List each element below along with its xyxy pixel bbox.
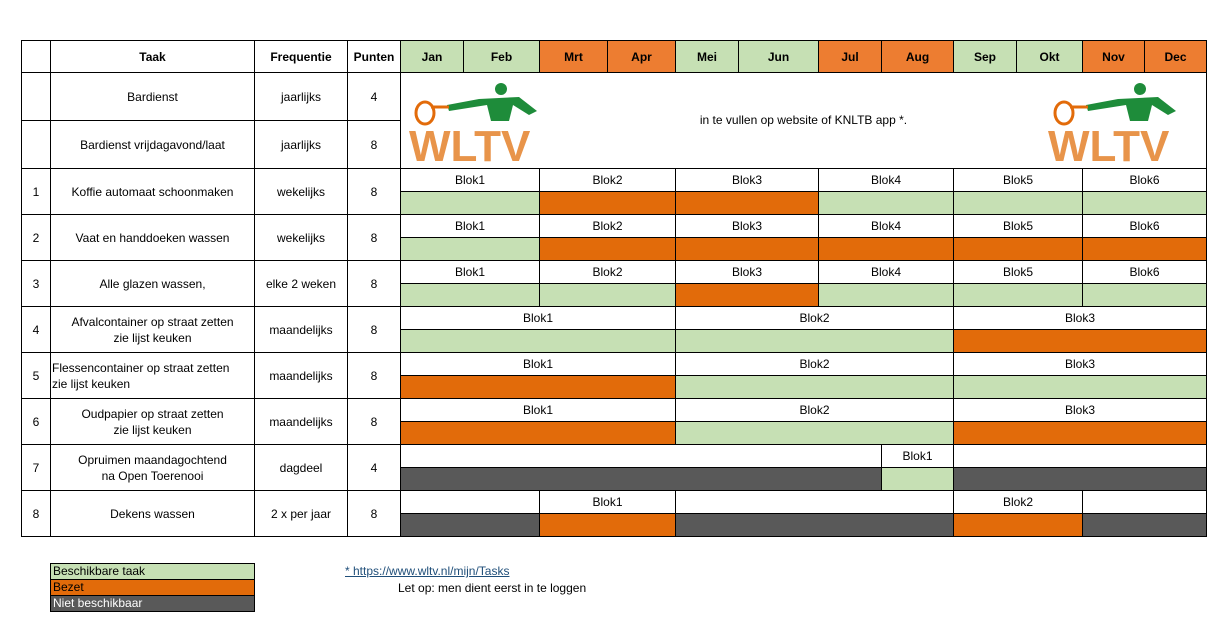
task-line1: Oudpapier op straat zetten	[81, 406, 224, 421]
block-label: Blok5	[954, 261, 1083, 284]
task-name: Dekens wassen	[51, 491, 255, 537]
block-status-taken	[954, 330, 1207, 353]
task-num: 3	[22, 261, 51, 307]
block-status-available[interactable]	[676, 376, 954, 399]
block-label: Blok1	[540, 491, 676, 514]
block-label: Blok3	[676, 215, 819, 238]
task-name: Vaat en handdoeken wassen	[51, 215, 255, 261]
month-mrt: Mrt	[540, 41, 608, 73]
block-label: Blok1	[401, 169, 540, 192]
task-line1: Opruimen maandagochtend	[78, 452, 227, 467]
month-jul: Jul	[819, 41, 882, 73]
block-status-taken	[401, 376, 676, 399]
block-label: Blok3	[954, 307, 1207, 330]
block-status-taken	[676, 238, 819, 261]
bardienst-frequency: jaarlijks	[255, 73, 348, 121]
block-label: Blok2	[540, 169, 676, 192]
month-apr: Apr	[608, 41, 676, 73]
task-points: 8	[348, 169, 401, 215]
block-status-taken	[540, 238, 676, 261]
task-num: 6	[22, 399, 51, 445]
task-line2: zie lijst keuken	[113, 422, 192, 437]
block-label: Blok3	[954, 353, 1207, 376]
block-label	[401, 491, 540, 514]
block-status-available[interactable]	[676, 330, 954, 353]
task-num: 7	[22, 445, 51, 491]
block-status-available[interactable]	[819, 284, 954, 307]
task-num: 1	[22, 169, 51, 215]
task-frequency: elke 2 weken	[255, 261, 348, 307]
block-status-unavailable	[401, 468, 882, 491]
block-label	[954, 445, 1207, 468]
task-6-label-row	[22, 399, 1207, 422]
task-points: 4	[348, 445, 401, 491]
task-frequency: dagdeel	[255, 445, 348, 491]
block-status-available[interactable]	[882, 468, 954, 491]
block-status-available[interactable]	[1083, 284, 1207, 307]
block-status-taken	[540, 192, 676, 215]
block-status-available[interactable]	[819, 192, 954, 215]
task-line2: zie lijst keuken	[52, 376, 131, 391]
block-label: Blok2	[676, 307, 954, 330]
task-frequency: maandelijks	[255, 353, 348, 399]
task-name: Alle glazen wassen,	[51, 261, 255, 307]
task-name	[51, 399, 255, 445]
block-label: Blok5	[954, 215, 1083, 238]
block-status-available[interactable]	[401, 192, 540, 215]
task-4-label-row	[22, 307, 1207, 330]
block-status-unavailable	[676, 514, 954, 537]
block-status-taken	[819, 238, 954, 261]
month-jun: Jun	[739, 41, 819, 73]
block-label: Blok3	[676, 169, 819, 192]
block-status-available[interactable]	[540, 284, 676, 307]
month-jan: Jan	[401, 41, 464, 73]
month-aug: Aug	[882, 41, 954, 73]
legend-unavailable: Niet beschikbaar	[51, 595, 254, 611]
month-dec: Dec	[1145, 41, 1207, 73]
block-status-taken	[401, 422, 676, 445]
task-8-label-row	[22, 491, 1207, 514]
block-status-available[interactable]	[401, 238, 540, 261]
block-label: Blok1	[401, 353, 676, 376]
month-feb: Feb	[464, 41, 540, 73]
block-label: Blok2	[954, 491, 1083, 514]
task-name	[51, 353, 255, 399]
block-label: Blok6	[1083, 261, 1207, 284]
block-status-taken	[954, 238, 1083, 261]
fill-note: in te vullen op website of KNLTB app *.	[699, 113, 908, 127]
month-sep: Sep	[954, 41, 1017, 73]
task-name	[51, 445, 255, 491]
block-label: Blok6	[1083, 169, 1207, 192]
task-frequency: 2 x per jaar	[255, 491, 348, 537]
block-status-unavailable	[1083, 514, 1207, 537]
bardienst-task: Bardienst	[51, 73, 255, 121]
block-label: Blok2	[540, 261, 676, 284]
task-num: 8	[22, 491, 51, 537]
task-points: 8	[348, 399, 401, 445]
block-status-available[interactable]	[401, 284, 540, 307]
block-status-taken	[954, 514, 1083, 537]
block-status-taken	[676, 284, 819, 307]
task-points: 8	[348, 491, 401, 537]
block-status-taken	[540, 514, 676, 537]
header-task: Taak	[51, 41, 255, 73]
task-num: 5	[22, 353, 51, 399]
legend-taken: Bezet	[51, 579, 254, 595]
block-label: Blok1	[401, 307, 676, 330]
task-7-label-row	[22, 445, 1207, 468]
wltv-logo-right	[1048, 77, 1198, 167]
header-points: Punten	[348, 41, 401, 73]
block-status-available[interactable]	[1083, 192, 1207, 215]
task-frequency: wekelijks	[255, 169, 348, 215]
bardienst-late-frequency: jaarlijks	[255, 121, 348, 169]
block-label: Blok4	[819, 215, 954, 238]
logo-text: WLTV	[1048, 122, 1170, 167]
month-okt: Okt	[1017, 41, 1083, 73]
bardienst-row	[22, 73, 1207, 121]
task-name: Koffie automaat schoonmaken	[51, 169, 255, 215]
task-5-label-row	[22, 353, 1207, 376]
block-status-available[interactable]	[676, 422, 954, 445]
block-label: Blok1	[401, 399, 676, 422]
legend	[50, 563, 255, 612]
header-num	[22, 41, 51, 73]
legend-available: Beschikbare taak	[51, 564, 254, 579]
task-frequency: maandelijks	[255, 307, 348, 353]
task-frequency: maandelijks	[255, 399, 348, 445]
task-line2: na Open Toerenooi	[101, 468, 204, 483]
block-label: Blok1	[401, 261, 540, 284]
block-status-available[interactable]	[954, 284, 1083, 307]
bardienst-num	[22, 73, 51, 121]
block-label	[401, 445, 882, 468]
month-nov: Nov	[1083, 41, 1145, 73]
block-label: Blok2	[540, 215, 676, 238]
block-label: Blok6	[1083, 215, 1207, 238]
block-label: Blok1	[882, 445, 954, 468]
header-frequency: Frequentie	[255, 41, 348, 73]
task-1-label-row	[22, 169, 1207, 192]
block-label: Blok5	[954, 169, 1083, 192]
task-num: 2	[22, 215, 51, 261]
bardienst-late-num	[22, 121, 51, 169]
block-label: Blok3	[954, 399, 1207, 422]
block-status-unavailable	[401, 514, 540, 537]
task-2-label-row	[22, 215, 1207, 238]
block-label	[676, 491, 954, 514]
task-line2: zie lijst keuken	[113, 330, 192, 345]
tennis-player-icon	[1055, 83, 1176, 124]
task-frequency: wekelijks	[255, 215, 348, 261]
task-name	[51, 307, 255, 353]
block-label: Blok3	[676, 261, 819, 284]
schedule-table	[21, 40, 1207, 537]
block-status-taken	[1083, 238, 1207, 261]
block-label: Blok4	[819, 261, 954, 284]
task-points: 8	[348, 261, 401, 307]
logo-text: WLTV	[409, 122, 531, 167]
block-status-available[interactable]	[954, 192, 1083, 215]
block-label: Blok1	[401, 215, 540, 238]
task-3-label-row	[22, 261, 1207, 284]
block-status-unavailable	[954, 468, 1207, 491]
bardienst-late-points: 8	[348, 121, 401, 169]
bardienst-points: 4	[348, 73, 401, 121]
block-status-taken	[954, 422, 1207, 445]
block-status-available[interactable]	[954, 376, 1207, 399]
task-line1: Afvalcontainer op straat zetten	[71, 314, 234, 329]
tasks-link[interactable]: * https://www.wltv.nl/mijn/Tasks	[345, 564, 510, 578]
month-mei: Mei	[676, 41, 739, 73]
header-row	[22, 41, 1207, 73]
bardienst-late-task: Bardienst vrijdagavond/laat	[51, 121, 255, 169]
task-line1: Flessencontainer op straat zetten	[52, 360, 230, 375]
task-points: 8	[348, 307, 401, 353]
login-note: Let op: men dient eerst in te loggen	[398, 581, 587, 595]
block-status-taken	[676, 192, 819, 215]
bardienst-info-cell	[401, 73, 1207, 169]
task-num: 4	[22, 307, 51, 353]
block-label: Blok2	[676, 353, 954, 376]
block-label: Blok4	[819, 169, 954, 192]
task-points: 8	[348, 353, 401, 399]
block-label: Blok2	[676, 399, 954, 422]
block-status-available[interactable]	[401, 330, 676, 353]
block-label	[1083, 491, 1207, 514]
task-points: 8	[348, 215, 401, 261]
